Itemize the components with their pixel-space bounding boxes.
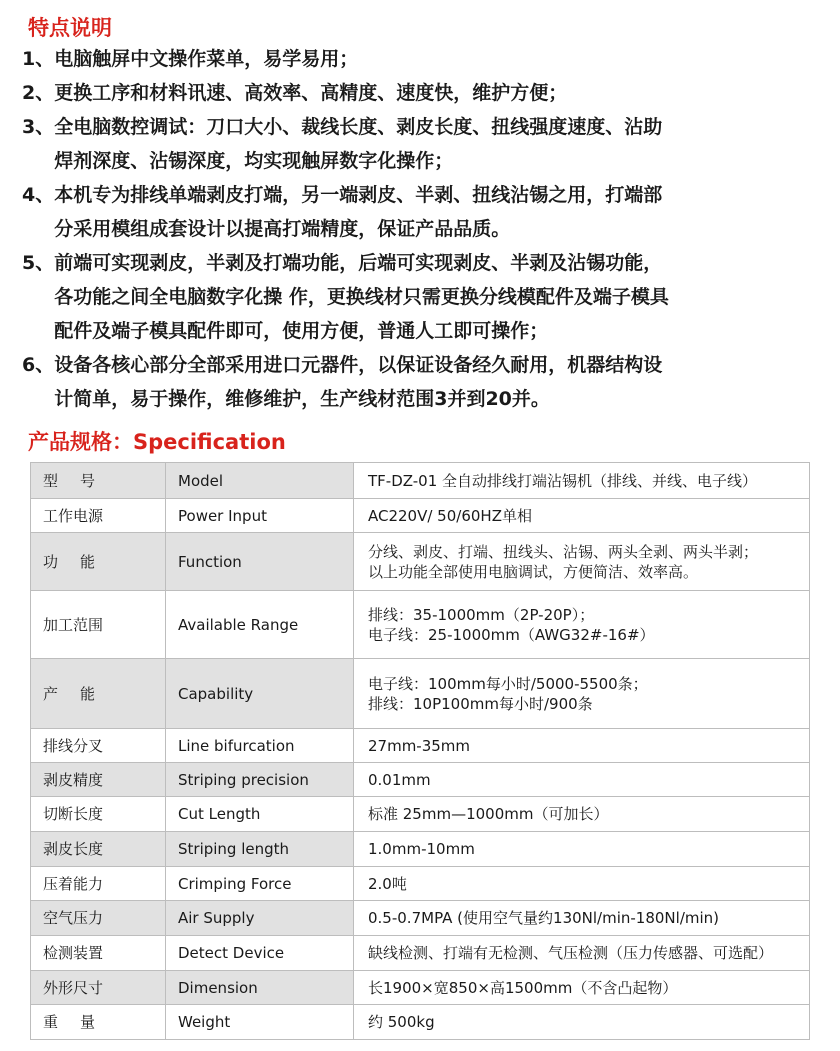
feature-number: 2、 xyxy=(22,82,55,104)
feature-number: 4、 xyxy=(22,184,55,206)
features-list xyxy=(22,42,822,416)
spec-label-cn: 压着能力 xyxy=(31,867,166,901)
spec-value: AC220V/ 50/60HZ单相 xyxy=(354,499,810,533)
spec-row-dimension xyxy=(31,971,810,1005)
spec-label-en: Function xyxy=(166,533,354,591)
feature-item xyxy=(22,246,822,348)
spec-label-cn: 剥皮长度 xyxy=(31,832,166,867)
spec-title: 产品规格：Specification xyxy=(28,430,286,454)
feature-text: 分采用模组成套设计以提高打端精度，保证产品品质。 xyxy=(54,218,511,240)
feature-text: 更换工序和材料讯速、高效率、高精度、速度快，维护方便； xyxy=(54,82,568,104)
spec-value: 1.0mm-10mm xyxy=(354,832,810,867)
features-title: 特点说明 xyxy=(28,16,112,40)
feature-item xyxy=(22,76,822,110)
spec-label-cn: 工作电源 xyxy=(31,499,166,533)
spec-table xyxy=(30,462,810,1040)
spec-label-en: Dimension xyxy=(166,971,354,1005)
spec-row-air xyxy=(31,901,810,936)
feature-number: 6、 xyxy=(22,354,55,376)
spec-value: 排线：35-1000mm（2P-20P）； 电子线：25-1000mm（AWG32#-16#） xyxy=(354,591,810,659)
spec-label-en: Power Input xyxy=(166,499,354,533)
spec-row-bifurcation xyxy=(31,729,810,763)
spec-row-power xyxy=(31,499,810,533)
spec-row-striping-length xyxy=(31,832,810,867)
spec-row-cut-length xyxy=(31,797,810,832)
spec-value: 电子线：100mm每小时/5000-5500条； 排线：10P100mm每小时/900条 xyxy=(354,659,810,729)
spec-label-en: Striping length xyxy=(166,832,354,867)
spec-row-function xyxy=(31,533,810,591)
spec-label-cn: 功能 xyxy=(31,533,166,591)
spec-value: 标准 25mm—1000mm（可加长） xyxy=(354,797,810,832)
spec-label-cn: 产能 xyxy=(31,659,166,729)
feature-number: 1、 xyxy=(22,48,55,70)
feature-text: 焊剂深度、沾锡深度，均实现触屏数字化操作； xyxy=(54,150,454,172)
feature-number: 5、 xyxy=(22,252,55,274)
spec-value: 缺线检测、打端有无检测、气压检测（压力传感器、可选配） xyxy=(354,936,810,971)
spec-value: 0.5-0.7MPA (使用空气量约130Nl/min-180Nl/min) xyxy=(354,901,810,936)
feature-text: 计简单，易于操作，维修维护，生产线材范围3并到20并。 xyxy=(54,388,550,410)
spec-row-precision xyxy=(31,763,810,797)
spec-label-en: Crimping Force xyxy=(166,867,354,901)
spec-label-en: Striping precision xyxy=(166,763,354,797)
spec-label-cn: 重量 xyxy=(31,1005,166,1040)
spec-row-detect xyxy=(31,936,810,971)
spec-row-range xyxy=(31,591,810,659)
spec-value: 约 500kg xyxy=(354,1005,810,1040)
spec-label-cn: 外形尺寸 xyxy=(31,971,166,1005)
feature-item xyxy=(22,42,822,76)
feature-text: 本机专为排线单端剥皮打端，另一端剥皮、半剥、扭线沾锡之用，打端部 xyxy=(54,184,663,206)
spec-label-cn: 加工范围 xyxy=(31,591,166,659)
spec-label-cn: 排线分叉 xyxy=(31,729,166,763)
feature-item xyxy=(22,348,822,416)
spec-row-crimping xyxy=(31,867,810,901)
spec-row-weight xyxy=(31,1005,810,1040)
spec-label-en: Detect Device xyxy=(166,936,354,971)
feature-text: 配件及端子模具配件即可，使用方便，普通人工即可操作； xyxy=(54,320,549,342)
spec-label-cn: 切断长度 xyxy=(31,797,166,832)
spec-label-cn: 型号 xyxy=(31,463,166,499)
feature-text: 电脑触屏中文操作菜单，易学易用； xyxy=(54,48,359,70)
spec-label-cn: 剥皮精度 xyxy=(31,763,166,797)
spec-label-en: Weight xyxy=(166,1005,354,1040)
spec-row-model xyxy=(31,463,810,499)
feature-text: 设备各核心部分全部采用进口元器件，以保证设备经久耐用，机器结构设 xyxy=(54,354,663,376)
feature-text: 各功能之间全电脑数字化操 作，更换线材只需更换分线模配件及端子模具 xyxy=(54,286,669,308)
spec-label-en: Capability xyxy=(166,659,354,729)
spec-label-cn: 检测装置 xyxy=(31,936,166,971)
spec-label-en: Line bifurcation xyxy=(166,729,354,763)
feature-number: 3、 xyxy=(22,116,55,138)
spec-value: 2.0吨 xyxy=(354,867,810,901)
spec-label-en: Air Supply xyxy=(166,901,354,936)
spec-label-en: Available Range xyxy=(166,591,354,659)
spec-row-capability xyxy=(31,659,810,729)
spec-value: 分线、剥皮、打端、扭线头、沾锡、两头全剥、两头半剥； 以上功能全部使用电脑调试，方便简洁、效率高。 xyxy=(354,533,810,591)
feature-text: 全电脑数控调试：刀口大小、裁线长度、剥皮长度、扭线强度速度、沾助 xyxy=(54,116,663,138)
feature-text: 前端可实现剥皮，半剥及打端功能，后端可实现剥皮、半剥及沾锡功能， xyxy=(54,252,663,274)
spec-label-en: Cut Length xyxy=(166,797,354,832)
spec-value: 27mm-35mm xyxy=(354,729,810,763)
spec-value: 长1900×宽850×高1500mm（不含凸起物） xyxy=(354,971,810,1005)
spec-label-cn: 空气压力 xyxy=(31,901,166,936)
feature-item xyxy=(22,110,822,178)
spec-value: TF-DZ-01 全自动排线打端沾锡机（排线、并线、电子线） xyxy=(354,463,810,499)
spec-label-en: Model xyxy=(166,463,354,499)
spec-value: 0.01mm xyxy=(354,763,810,797)
feature-item xyxy=(22,178,822,246)
